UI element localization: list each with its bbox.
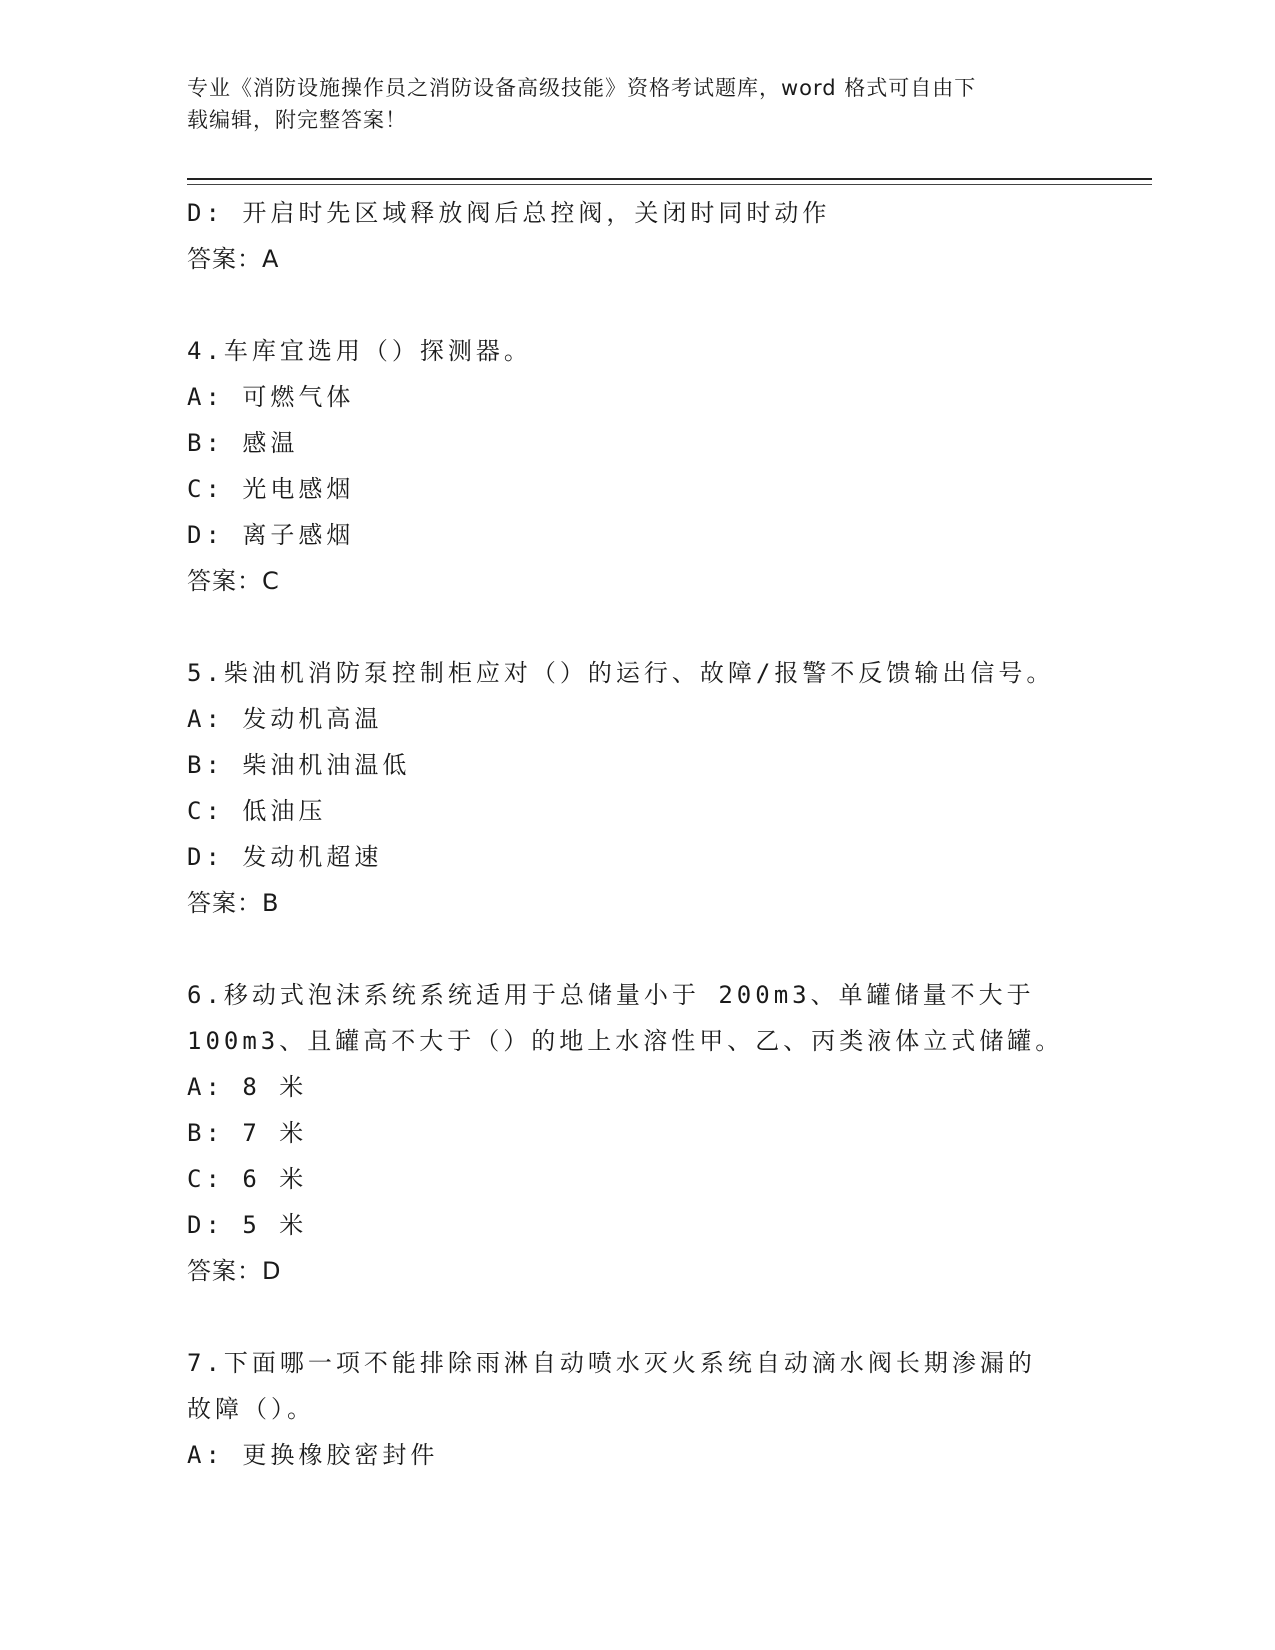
q7-option-a: A: 更换橡胶密封件	[187, 1441, 439, 1469]
q6-option-c: C: 6 米	[187, 1165, 308, 1193]
q4-option-b: B: 感温	[187, 429, 299, 457]
q7-title-line-2: 故障（）。	[187, 1395, 315, 1423]
question-list	[187, 190, 1087, 1478]
q5-title: 5.柴油机消防泵控制柜应对（）的运行、故障/报警不反馈输出信号。	[187, 659, 1055, 687]
q3-answer: 答案：A	[187, 245, 280, 273]
q5-option-c: C: 低油压	[187, 797, 327, 825]
q4-option-a: A: 可燃气体	[187, 383, 355, 411]
spacer	[187, 926, 1087, 972]
q6-option-b: B: 7 米	[187, 1119, 308, 1147]
header-divider-thin	[187, 184, 1152, 185]
q3-option-d: D: 开启时先区域释放阀后总控阀，关闭时同时动作	[187, 199, 831, 227]
q4-title: 4.车库宜选用（）探测器。	[187, 337, 532, 365]
spacer	[187, 1294, 1087, 1340]
q4-answer: 答案：C	[187, 567, 280, 595]
q6-option-d: D: 5 米	[187, 1211, 308, 1239]
q7-title-line-1: 7.下面哪一项不能排除雨淋自动喷水灭火系统自动滴水阀长期渗漏的	[187, 1349, 1036, 1377]
q6-answer: 答案：D	[187, 1257, 282, 1285]
q5-option-b: B: 柴油机油温低	[187, 751, 411, 779]
spacer	[187, 282, 1087, 328]
q5-option-d: D: 发动机超速	[187, 843, 383, 871]
q6-title-line-2: 100m3、且罐高不大于（）的地上水溶性甲、乙、丙类液体立式储罐。	[187, 1027, 1064, 1055]
q5-answer: 答案：B	[187, 889, 280, 917]
header-line-1: 专业《消防设施操作员之消防设备高级技能》资格考试题库，word 格式可自由下	[187, 76, 977, 100]
q4-option-d: D: 离子感烟	[187, 521, 355, 549]
header-divider-thick	[187, 178, 1152, 180]
q4-option-c: C: 光电感烟	[187, 475, 355, 503]
header-line-2: 载编辑，附完整答案！	[187, 108, 407, 132]
spacer	[187, 604, 1087, 650]
q5-option-a: A: 发动机高温	[187, 705, 383, 733]
q6-title-line-1: 6.移动式泡沫系统系统适用于总储量小于 200m3、单罐储量不大于	[187, 981, 1035, 1009]
q6-option-a: A: 8 米	[187, 1073, 308, 1101]
document-header	[187, 72, 1067, 136]
